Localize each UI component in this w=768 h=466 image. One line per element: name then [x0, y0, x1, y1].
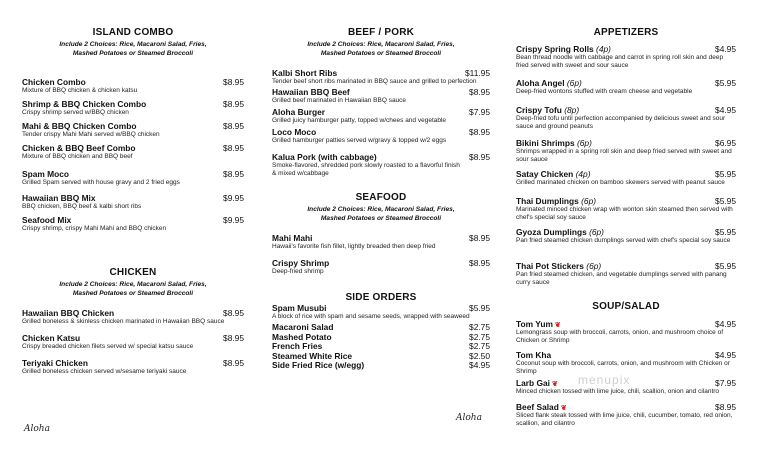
item-name [516, 319, 561, 329]
item-price: $5.95 [715, 227, 736, 237]
item-name [516, 196, 596, 206]
item-desc: Deep-fried tofu until perfection accompanied by delicious sweet and sour sauce and ground peanuts [516, 115, 726, 130]
item-name-text: Bikini Shrimps [516, 138, 575, 148]
menu-item [272, 303, 490, 321]
item-desc: Grilled boneless & skinless chicken marinated in Hawaiian BBQ sauce [22, 318, 225, 325]
item-name: Crispy Shrimp [272, 258, 330, 268]
menu-item [22, 169, 244, 187]
item-desc: Deep-fried shrimp [272, 268, 324, 275]
item-price: $5.95 [715, 169, 736, 179]
item-name-text: Beef Salad [516, 402, 559, 412]
item-price: $2.75 [469, 341, 490, 352]
item-price: $2.75 [469, 331, 490, 342]
chili-pepper-icon: ❦ [560, 405, 567, 412]
soup-salad-title: SOUP/SALAD [592, 301, 660, 312]
chicken-section [22, 267, 244, 298]
item-desc: Sliced flank steak tossed with lime juice, chili, cucumber, tomato, red onion, scallion, and cilantro [516, 412, 733, 427]
item-price: $9.95 [223, 215, 244, 225]
item-desc: Mixture of BBQ chicken and BBQ beef [22, 153, 133, 160]
item-name-text: Tom Yum [516, 319, 553, 329]
item-name [516, 44, 611, 54]
item-name: Teriyaki Chicken [22, 358, 88, 368]
item-price: $5.95 [469, 303, 490, 313]
item-price: $9.95 [223, 193, 244, 203]
menu-item [22, 121, 244, 139]
item-desc: Bean thread noodle with cabbage and carrot in spring roll skin and deep fried served with sweet and sour sauce [516, 54, 724, 69]
item-name: Spam Musubi [272, 303, 327, 313]
item-name: Kalbi Short Ribs [272, 68, 338, 78]
item-desc: Smoke-flavored, shredded pork slowly roasted to a flavorful finish & mixed w/cabbage [272, 162, 460, 177]
menu-item [22, 333, 244, 351]
menu-item [516, 319, 736, 345]
item-portion: (4p) [575, 169, 591, 179]
item-name-text: Thai Dumplings [516, 196, 579, 206]
item-desc: Marinated minced chicken wrap with wonton skin steamed then served with chef's special soy sauce [516, 206, 733, 221]
beef-pork-title: BEEF / PORK [347, 27, 415, 38]
side-item [272, 341, 490, 351]
menu-item [516, 105, 736, 131]
menu-item [22, 143, 244, 161]
item-price: $8.95 [715, 402, 736, 412]
menu-item [272, 233, 490, 251]
chicken-subtitle: Include 2 Choices: Rice, Macaroni Salad, Fries, Mashed Potatoes or Steamed Broccoli [59, 281, 207, 297]
side-orders-list [272, 322, 490, 370]
item-name: Seafood Mix [22, 215, 72, 225]
item-name: Spam Moco [22, 169, 69, 179]
side-item [272, 360, 490, 370]
item-desc: Mixture of BBQ chicken & chicken katsu [22, 87, 138, 94]
side-orders-title: SIDE ORDERS [345, 292, 417, 303]
menu-item [516, 44, 736, 70]
item-desc: Crispy shrimp served w/BBQ chicken [22, 109, 129, 116]
side-orders-section [272, 292, 490, 303]
item-name-text: Aloha Angel [516, 78, 565, 88]
item-desc: Lemongrass soup with broccoli, carrots, onion, and mushroom choice of Chicken or Shrimp [516, 329, 724, 344]
item-desc: Grilled marinated chicken on bamboo skewers served with peanut sauce [516, 179, 725, 186]
item-price: $4.95 [715, 44, 736, 54]
item-price: $5.95 [715, 261, 736, 271]
chili-pepper-icon: ❦ [551, 381, 558, 388]
item-desc: Deep-fried wontons stuffed with cream cheese and vegetable [516, 88, 693, 95]
item-desc: Crispy breaded chicken filets served w/ special katsu sauce [22, 343, 194, 350]
item-price: $7.95 [715, 378, 736, 388]
item-name: Loco Moco [272, 127, 317, 137]
island-combo-section [22, 27, 244, 58]
side-item [272, 332, 490, 342]
aloha-signature-left: Aloha [24, 424, 50, 434]
item-desc: Tender beef short ribs marinated in BBQ sauce and grilled to perfection [272, 78, 477, 85]
item-desc: Crispy shrimp, crispy Mahi Mahi and BBQ chicken [22, 225, 167, 232]
item-price: $8.95 [223, 169, 244, 179]
menu-item [272, 68, 490, 86]
item-desc: Grilled juicy hamburger patty, topped w/chees and vegetable [272, 117, 447, 124]
item-name [516, 261, 601, 271]
item-name [516, 378, 558, 388]
item-desc: Grilled Spam served with house gravy and 2 fried eggs [22, 179, 180, 186]
seafood-title: SEAFOOD [355, 192, 407, 203]
item-portion: (6p) [586, 261, 602, 271]
item-name: Hawaiian BBQ Chicken [22, 308, 115, 318]
item-name: Side Fried Rice (w/egg) [272, 360, 365, 371]
item-price: $5.95 [715, 78, 736, 88]
item-name: Chicken Combo [22, 77, 86, 87]
island-combo-title: ISLAND COMBO [92, 27, 174, 38]
item-price: $4.95 [715, 350, 736, 360]
item-name [516, 227, 604, 237]
soup-salad-section [516, 301, 736, 312]
appetizers-title: APPETIZERS [593, 27, 659, 38]
menu-item [272, 87, 490, 105]
item-name-text: Satay Chicken [516, 169, 574, 179]
item-price: $8.95 [223, 308, 244, 318]
item-price: $8.95 [223, 358, 244, 368]
item-name: Hawaiian BBQ Mix [22, 193, 96, 203]
column-right [516, 0, 736, 466]
menu-item [516, 138, 736, 164]
menu-item [22, 77, 244, 95]
item-price: $8.95 [223, 121, 244, 131]
watermark: menupix [578, 373, 631, 387]
item-price: $8.95 [469, 233, 490, 243]
item-name [516, 350, 551, 360]
item-desc: Pan fried steamed chicken, and vegetable dumplings served with panang curry sauce [516, 271, 727, 286]
item-price: $8.95 [223, 99, 244, 109]
item-desc: Grilled hamburger patties served w/gravy & topped w/2 eggs [272, 137, 447, 144]
item-price: $8.95 [469, 152, 490, 162]
item-desc: A block of rice with spam and sesame seeds, wrapped with seaweed [272, 313, 470, 320]
item-name [516, 138, 592, 148]
item-name: Aloha Burger [272, 107, 326, 117]
menu-item [516, 261, 736, 287]
item-portion: (8p) [564, 105, 580, 115]
item-portion: (6p) [576, 138, 592, 148]
item-name: Shrimp & BBQ Chicken Combo [22, 99, 147, 109]
menu-item [272, 152, 490, 178]
beef-pork-section [272, 27, 490, 58]
item-price: $4.95 [715, 319, 736, 329]
item-name [516, 169, 591, 179]
item-desc: Coconut soup with broccoli, carrots, onion, and mushroom with Chicken or Shrimp [516, 360, 730, 375]
column-left [22, 0, 244, 466]
item-name [516, 78, 582, 88]
chicken-title: CHICKEN [109, 267, 157, 278]
menu-item [22, 358, 244, 376]
item-desc: Hawaii's favorite fish fillet, lightly breaded then deep fried [272, 243, 436, 250]
item-name-text: Tom Kha [516, 350, 552, 360]
item-price: $8.95 [223, 143, 244, 153]
item-name: French Fries [272, 341, 323, 352]
menu-item [22, 308, 244, 326]
side-item [272, 322, 490, 332]
item-price: $6.95 [715, 138, 736, 148]
item-price: $8.95 [223, 77, 244, 87]
item-price: $8.95 [223, 333, 244, 343]
column-middle [272, 0, 490, 466]
seafood-section [272, 192, 490, 223]
item-name-text: Crispy Tofu [516, 105, 562, 115]
item-name: Macaroni Salad [272, 322, 334, 332]
appetizers-section [516, 27, 736, 38]
item-portion: (6p) [581, 196, 597, 206]
item-name: Hawaiian BBQ Beef [272, 87, 350, 97]
menu-item [22, 215, 244, 233]
item-name: Mashed Potato [272, 331, 332, 342]
item-price: $4.95 [469, 360, 490, 371]
item-desc: Tender crispy Mahi Mahi served w/BBQ chicken [22, 131, 160, 138]
item-name: Steamed White Rice [272, 350, 353, 361]
aloha-signature-middle: Aloha [456, 413, 482, 423]
menu-item [516, 196, 736, 222]
menu-item [516, 402, 736, 428]
item-desc: Pan fried steamed chicken dumplings served with chef's special soy sauce [516, 237, 731, 244]
beef-pork-subtitle: Include 2 Choices: Rice, Macaroni Salad, Fries, Mashed Potatoes or Steamed Broccoli [307, 41, 455, 57]
menu-item [516, 78, 736, 96]
item-price: $8.95 [469, 258, 490, 268]
item-desc: BBQ chicken, BBQ beef & kalbi short ribs [22, 203, 142, 210]
item-name-text: Larb Gai [516, 378, 550, 388]
item-desc: Grilled boneless chicken served w/sesame teriyaki sauce [22, 368, 187, 375]
item-price: $8.95 [469, 87, 490, 97]
item-price: $5.95 [715, 196, 736, 206]
item-desc: Minced chicken tossed with lime juice, chili, scallion, onion and cilantro [516, 388, 720, 395]
item-name [516, 105, 579, 115]
item-name: Mahi Mahi [272, 233, 313, 243]
menu-item [272, 258, 490, 276]
item-name: Kalua Pork (with cabbage) [272, 152, 377, 162]
side-item [272, 351, 490, 361]
item-price: $7.95 [469, 107, 490, 117]
item-price: $2.50 [469, 350, 490, 361]
item-portion: (6p) [589, 227, 604, 237]
chili-pepper-icon: ❦ [554, 322, 561, 329]
seafood-subtitle: Include 2 Choices: Rice, Macaroni Salad, Fries, Mashed Potatoes or Steamed Broccoli [307, 206, 455, 222]
item-portion: (4p) [596, 44, 611, 54]
island-combo-subtitle: Include 2 Choices: Rice, Macaroni Salad, Fries, Mashed Potatoes or Steamed Broccoli [59, 41, 207, 57]
item-name [516, 402, 567, 412]
menu-item [272, 127, 490, 145]
item-name: Chicken Katsu [22, 333, 81, 343]
item-price: $11.95 [465, 68, 490, 78]
menu-item [22, 99, 244, 117]
item-desc: Shrimps wrapped in a spring roll skin and deep fried served with sweet and sour sauce [516, 148, 732, 163]
item-name-text: Crispy Spring Rolls [516, 44, 594, 54]
menu-item [516, 169, 736, 187]
menu-item [272, 107, 490, 125]
item-name-text: Gyoza Dumplings [516, 227, 587, 237]
item-name: Chicken & BBQ Beef Combo [22, 143, 136, 153]
item-portion: (6p) [566, 78, 582, 88]
item-desc: Grilled beef marinated in Hawaiian BBQ sauce [272, 97, 407, 104]
menu-item [516, 227, 736, 245]
item-name-text: Thai Pot Stickers [516, 261, 584, 271]
item-price: $8.95 [469, 127, 490, 137]
item-name: Mahi & BBQ Chicken Combo [22, 121, 137, 131]
item-price: $4.95 [715, 105, 736, 115]
item-price: $2.75 [469, 322, 490, 332]
menu-item [22, 193, 244, 211]
